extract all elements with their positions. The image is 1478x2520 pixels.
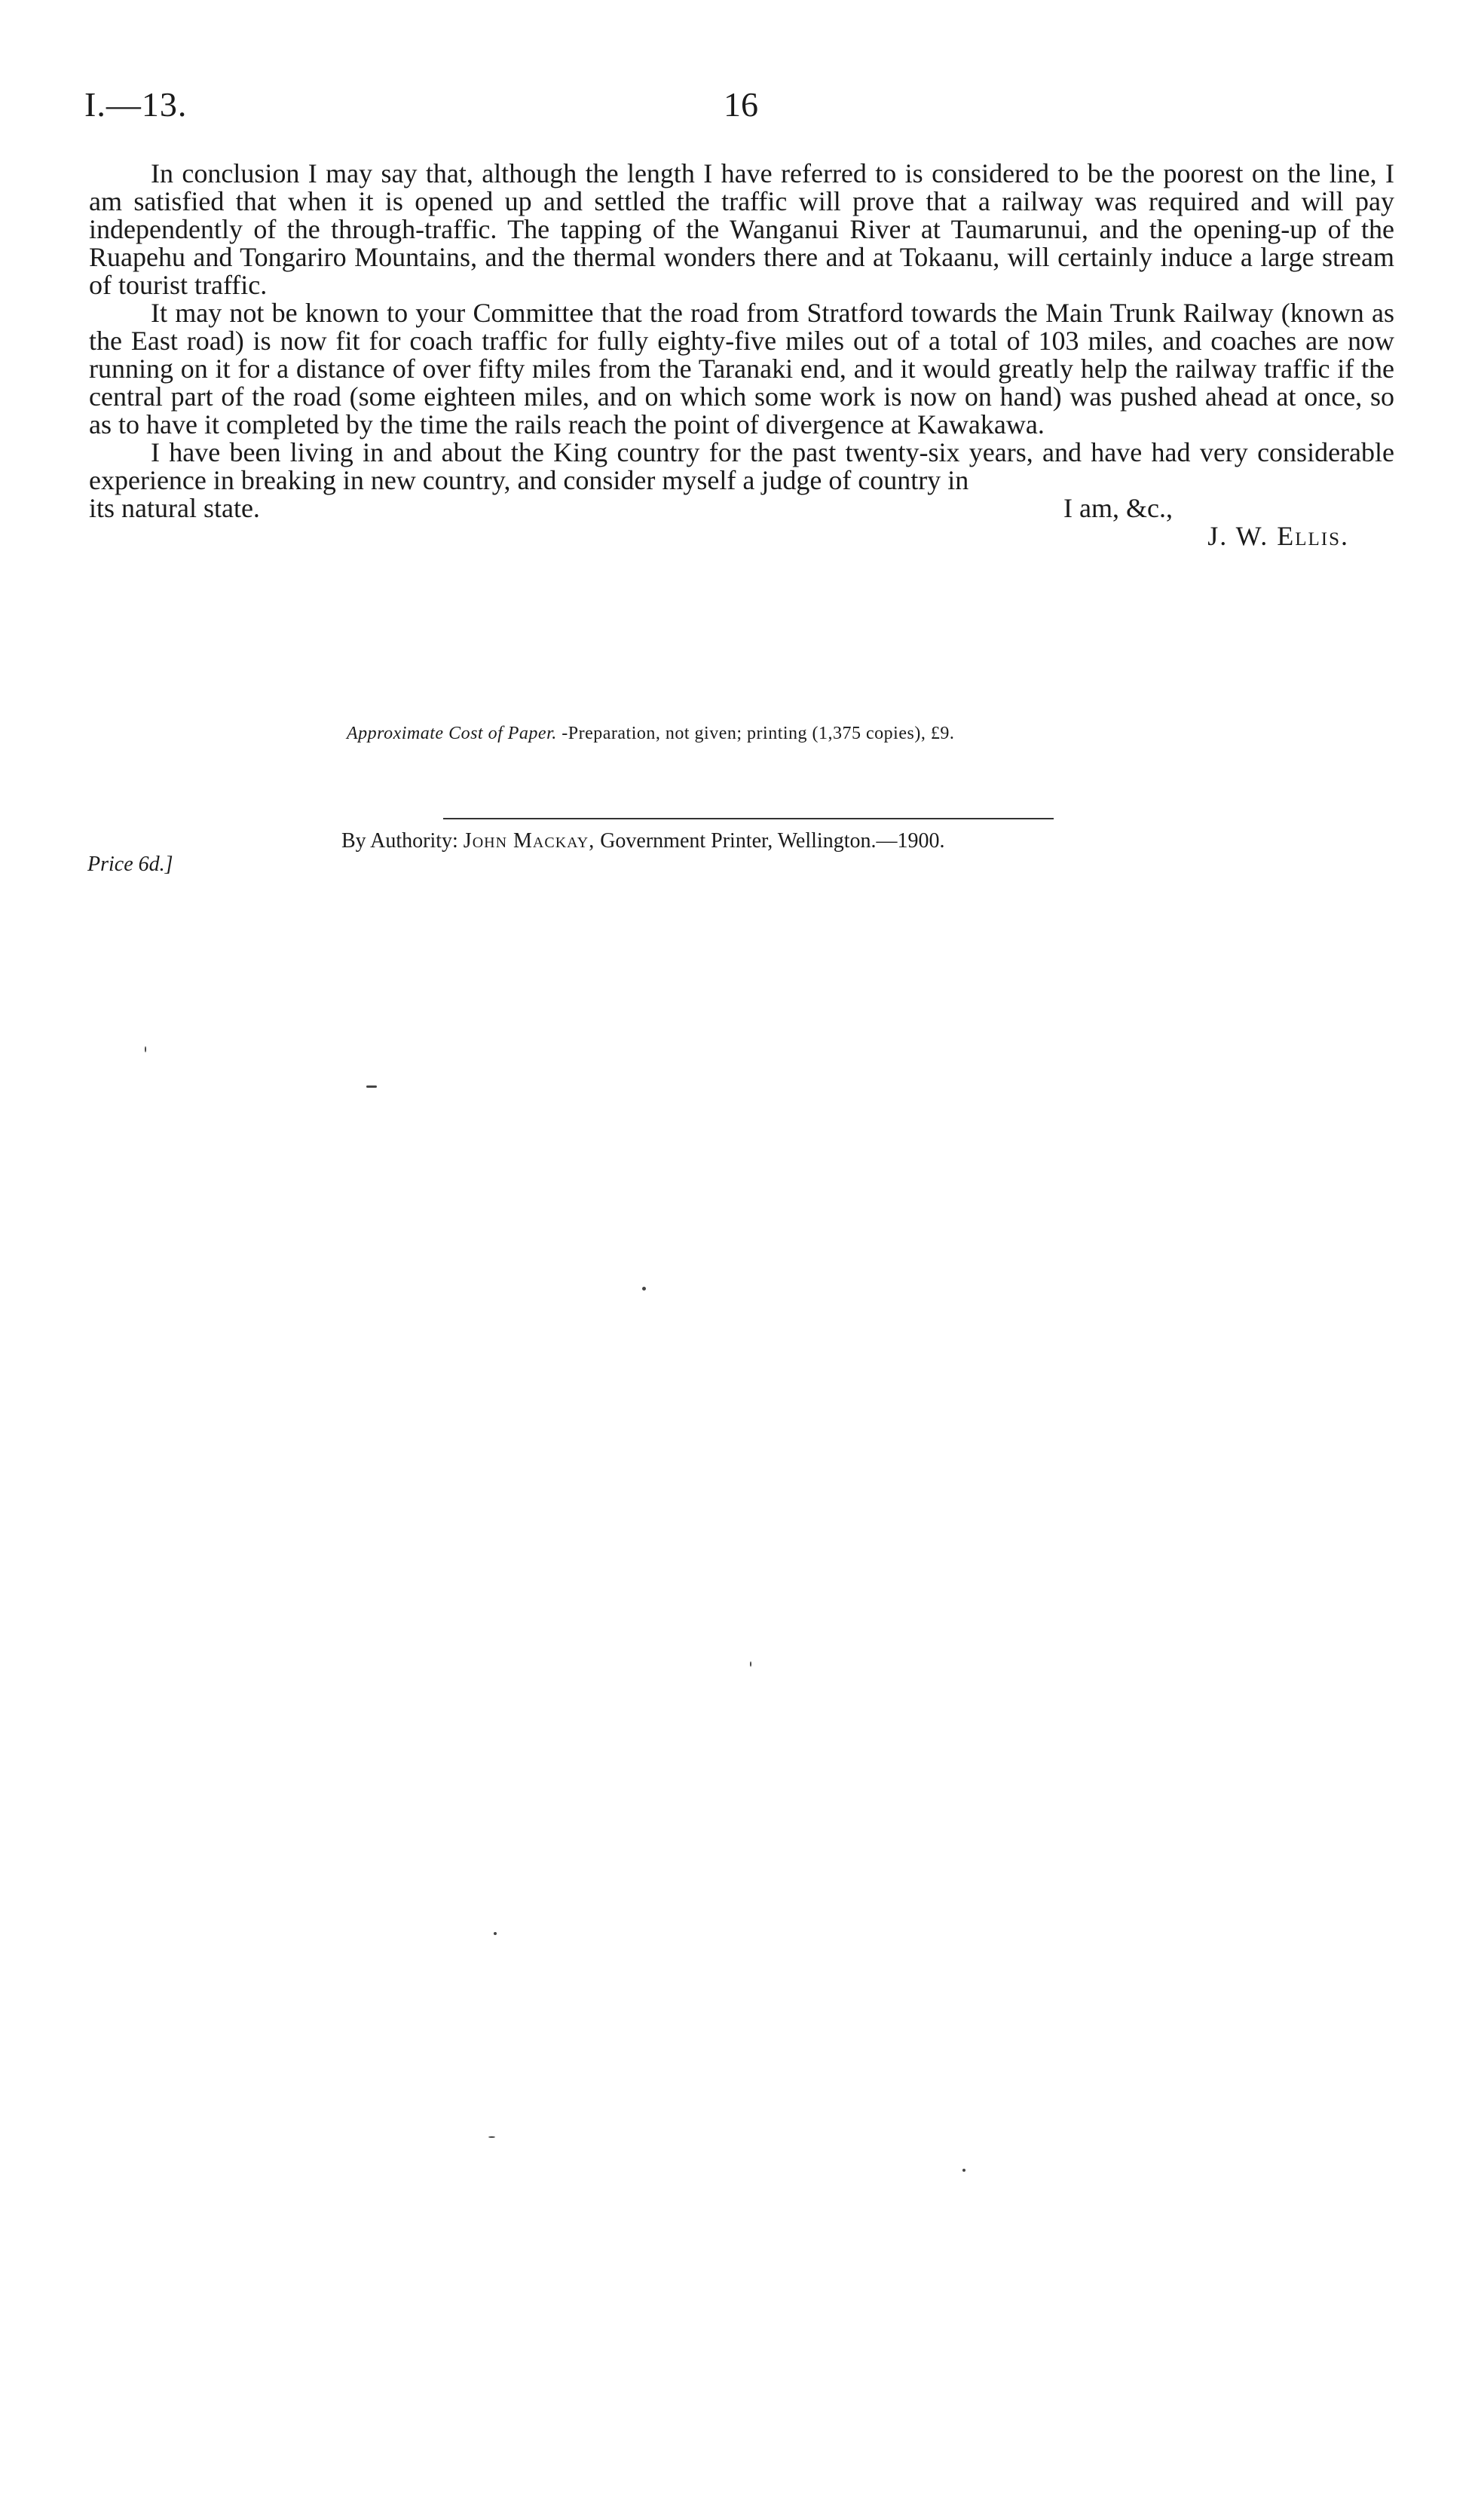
page-number: 16 xyxy=(724,85,758,124)
scan-speck xyxy=(145,1046,146,1052)
authority-suffix: Government Printer, Wellington.—1900. xyxy=(600,829,945,853)
scan-speck xyxy=(488,2136,495,2138)
document-reference: I.—13. xyxy=(84,85,188,124)
cost-of-paper-line xyxy=(347,724,954,744)
scan-speck xyxy=(642,1287,646,1291)
scan-speck xyxy=(962,2169,965,2172)
scan-speck xyxy=(494,1932,497,1935)
horizontal-rule xyxy=(443,818,1054,819)
scan-speck xyxy=(750,1661,751,1667)
cost-detail: -Preparation, not given; printing (1,375 copies), £9. xyxy=(562,724,955,743)
closing-text: its natural state. xyxy=(89,493,260,523)
closing-row xyxy=(89,495,1394,522)
letter-body xyxy=(89,160,1394,550)
paragraph-east-road: It may not be known to your Committee that the road from Stratford towards the Main Trunk Railway (known as the East road) is now fit for coach traffic for fully eighty-five miles out of a total of 103 miles, and coaches are now running on it for a distance of over fifty miles from the Taranaki end, and it would greatly help the railway traffic if the central part of the road (some eighteen miles, and on which some work is now on hand) was pushed ahead at once, so as to have it completed by the time the rails reach the point of divergence at Kawakawa. xyxy=(89,298,1394,439)
scan-speck xyxy=(366,1085,377,1088)
price: Price 6d.] xyxy=(87,853,173,876)
authority-prefix: By Authority: xyxy=(341,829,458,853)
paragraph-conclusion: In conclusion I may say that, although the length I have referred to is considered to be the poorest on the line, I am satisfied that when it is opened up and settled the traffic will prove that a railway was required and will pay independently of the through-traffic. The tapping of the Wanganui River at Taumarunui, and the opening-up of the Ruapehu and Tongariro Mountains, and the thermal wonders there and at Tokaanu, will certainly induce a large stream of tourist traffic. xyxy=(89,158,1394,300)
authority-line xyxy=(341,829,944,853)
printer-name: John Mackay, xyxy=(463,829,595,853)
cost-label: Approximate Cost of Paper. xyxy=(347,724,557,743)
valediction: I am, &c., xyxy=(1063,493,1173,523)
signature: J. W. Ellis. xyxy=(1207,521,1349,551)
paragraph-experience: I have been living in and about the King country for the past twenty-six years, and have had very considerable experience in breaking in new country, and consider myself a judge of country in xyxy=(89,437,1394,495)
